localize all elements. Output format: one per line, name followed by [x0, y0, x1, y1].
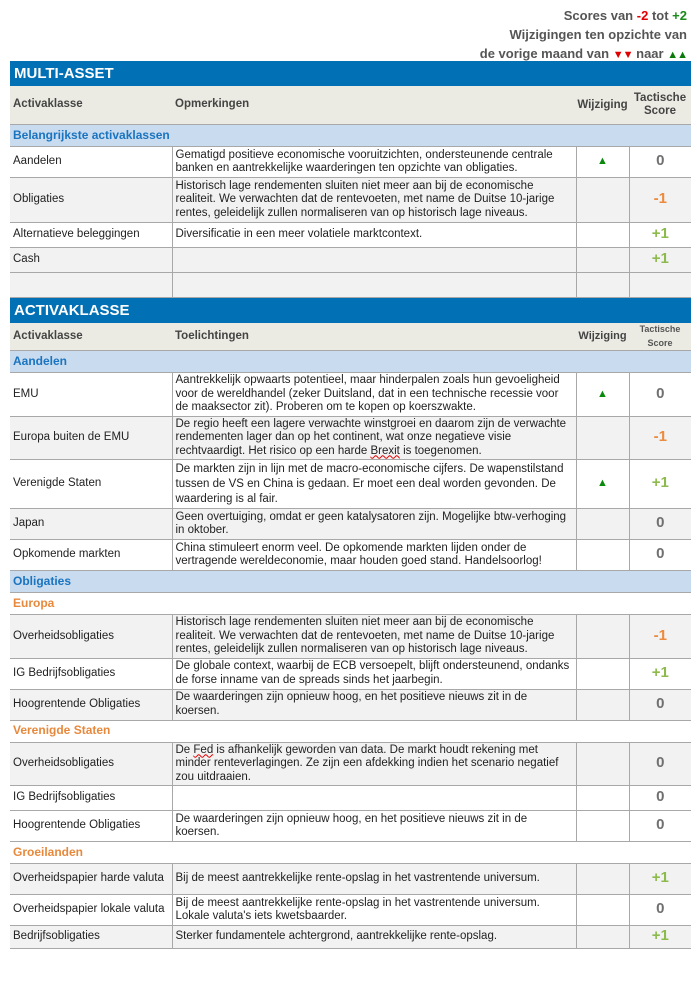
- change-cell: [576, 273, 629, 298]
- table-row: [10, 223, 691, 248]
- change-cell: [576, 895, 629, 926]
- category-row: [10, 351, 691, 373]
- asset-name: Bedrijfsobligaties: [10, 926, 172, 949]
- asset-comment: De waarderingen zijn opnieuw hoog, en het positieve nieuws zit in de koersen.: [172, 811, 576, 842]
- tactical-score: 0: [656, 545, 665, 563]
- asset-name: Japan: [10, 509, 172, 540]
- table-row: [10, 689, 691, 720]
- table-row: [10, 509, 691, 540]
- double-arrow-down-icon: ▼▼: [612, 49, 633, 61]
- asset-name: Overheidsobligaties: [10, 615, 172, 659]
- category-row: [10, 125, 691, 147]
- table-row: [10, 615, 691, 659]
- header-activaklasse: Activaklasse: [10, 86, 172, 125]
- tactical-score: 0: [656, 384, 665, 402]
- change-cell: [576, 223, 629, 248]
- activaklasse-section: [10, 298, 691, 949]
- tactical-score: 0: [656, 900, 665, 918]
- asset-comment: Bij de meest aantrekkelijke rente-opslag in het vastrentende universum.: [172, 864, 576, 895]
- header-activaklasse: Activaklasse: [10, 323, 172, 351]
- change-cell: [576, 926, 629, 949]
- legend-text: de vorige maand van: [479, 46, 610, 61]
- category-label: Aandelen: [10, 351, 691, 373]
- asset-name: Europa buiten de EMU: [10, 416, 172, 460]
- asset-name: IG Bedrijfsobligaties: [10, 786, 172, 811]
- tactical-score: 0: [656, 152, 665, 170]
- multi-asset-table: [10, 86, 691, 298]
- subcategory-label: Groeilanden: [10, 842, 691, 864]
- comment-text: De: [175, 743, 194, 756]
- change-cell: [576, 742, 629, 786]
- asset-comment: [172, 416, 576, 460]
- tactical-score: 0: [656, 754, 665, 771]
- change-cell: [576, 615, 629, 659]
- table-row: [10, 786, 691, 811]
- table-row: [10, 742, 691, 786]
- asset-comment: [172, 742, 576, 786]
- category-label: Belangrijkste activaklassen: [10, 125, 691, 147]
- asset-comment: Bij de meest aantrekkelijke rente-opslag in het vastrentende universum. Lokale valuta's iets kwetsbaarder.: [172, 895, 576, 926]
- asset-comment: De globale context, waarbij de ECB versoepelt, blijft ondersteunend, ondanks de forse inname van de spreads sinds het jaarbegin.: [172, 658, 576, 689]
- table-row: [10, 864, 691, 895]
- asset-comment: Historisch lage rendementen sluiten niet meer aan bij de economische realiteit. We verwachten dat de rentevoeten, met name de Duitse 10-jarige rentes, geleidelijk zullen normaliseren van op historisch lage niveaus.: [172, 615, 576, 659]
- asset-name: Verenigde Staten: [10, 460, 172, 509]
- asset-comment: China stimuleert enorm veel. De opkomende markten lijden onder de vertragende wereldeconomie, maar houden goed stand. Handelsoorlog!: [172, 540, 576, 571]
- tactical-score: 0: [656, 788, 665, 806]
- asset-name: EMU: [10, 373, 172, 417]
- section-banner: MULTI-ASSET: [10, 61, 691, 86]
- tactical-score: +1: [651, 927, 669, 945]
- comment-text: De regio heeft een lagere verwachte winstgroei en daarom zijn de verwachte rendementen lager dan op het continent, wat onze negatieve visie rechtvaardigt. Het risico op een harde: [175, 417, 567, 457]
- subcategory-row: [10, 593, 691, 615]
- asset-comment: Aantrekkelijk opwaarts potentieel, maar hinderpalen zoals hun gevoeligheid voor de wereldhandel (zeker Duitsland, dat in een technische recessie voor de maaksector zit). Proberen om te kopen op koerszwakte.: [172, 373, 576, 417]
- header-toelichtingen: Toelichtingen: [172, 323, 576, 351]
- header-opmerkingen: Opmerkingen: [172, 86, 576, 125]
- asset-comment: De waarderingen zijn opnieuw hoog, en het positieve nieuws zit in de koersen.: [172, 689, 576, 720]
- legend-max-score: +2: [672, 8, 687, 23]
- tactical-score: -1: [653, 626, 667, 644]
- asset-name: Hoogrentende Obligaties: [10, 811, 172, 842]
- asset-comment: Diversificatie in een meer volatiele marktcontext.: [172, 223, 576, 248]
- spellcheck-marked-word: Brexit: [370, 444, 400, 457]
- asset-name: [10, 273, 172, 298]
- change-cell: [576, 864, 629, 895]
- legend-min-score: -2: [636, 8, 649, 23]
- asset-comment: [172, 248, 576, 273]
- tactical-score: 0: [656, 816, 665, 834]
- tactical-score: [629, 273, 691, 298]
- change-cell: [576, 178, 629, 223]
- asset-name: Obligaties: [10, 178, 172, 223]
- change-cell: [576, 786, 629, 811]
- tactical-score: +1: [651, 225, 669, 243]
- asset-comment: Historisch lage rendementen sluiten niet meer aan bij de economische realiteit. We verwachten dat de rentevoeten, met name de Duitse 10-jarige rentes, geleidelijk zullen normaliseren van op historisch lage niveaus.: [172, 178, 576, 223]
- double-arrow-up-icon: ▲▲: [667, 49, 687, 61]
- category-row: [10, 571, 691, 593]
- subcategory-label: Verenigde Staten: [10, 720, 691, 742]
- tactical-score: +1: [651, 474, 669, 492]
- arrow-up-icon: ▲: [597, 387, 608, 400]
- asset-name: Overheidspapier harde valuta: [10, 864, 172, 895]
- asset-name: Cash: [10, 248, 172, 273]
- arrow-up-icon: ▲: [597, 477, 608, 490]
- tactical-score: 0: [656, 514, 665, 532]
- legend-text: Scores van: [563, 8, 634, 23]
- activaklasse-table: [10, 323, 691, 949]
- change-cell: [576, 811, 629, 842]
- spellcheck-marked-word: Fed: [193, 743, 214, 756]
- asset-name: Overheidspapier lokale valuta: [10, 895, 172, 926]
- change-cell: [576, 689, 629, 720]
- arrow-up-icon: ▲: [597, 155, 608, 168]
- tactical-score: +1: [651, 869, 669, 887]
- comment-text: is afhankelijk geworden van data. De markt houdt rekening met minder renteverlagingen. Ze zijn een afdekking indien het scenario negatief zou uitdraaien.: [175, 743, 559, 783]
- table-row: [10, 926, 691, 949]
- table-row: [10, 373, 691, 417]
- change-cell: [576, 540, 629, 571]
- table-row: [10, 460, 691, 509]
- table-row: [10, 416, 691, 460]
- subcategory-row: [10, 842, 691, 864]
- asset-name: Alternatieve beleggingen: [10, 223, 172, 248]
- table-header: [10, 86, 691, 125]
- table-row-empty: [10, 273, 691, 298]
- tactical-score: -1: [653, 428, 667, 445]
- asset-name: IG Bedrijfsobligaties: [10, 658, 172, 689]
- asset-comment: Geen overtuiging, omdat er geen katalysatoren zijn. Mogelijke btw-verhoging in oktober.: [172, 509, 576, 540]
- header-wijziging: Wijziging: [576, 323, 629, 351]
- change-cell: [576, 509, 629, 540]
- asset-comment: [172, 273, 576, 298]
- tactical-score: +1: [651, 250, 669, 268]
- tactical-score: 0: [656, 694, 665, 712]
- subcategory-row: [10, 720, 691, 742]
- header-wijziging: Wijziging: [576, 86, 629, 125]
- table-row: [10, 248, 691, 273]
- asset-name: Overheidsobligaties: [10, 742, 172, 786]
- change-cell: [576, 658, 629, 689]
- table-row: [10, 178, 691, 223]
- multi-asset-section: [10, 61, 691, 298]
- asset-comment: De markten zijn in lijn met de macro-economische cijfers. De wapenstilstand tussen de VS en China is gedaan. Er moet een deal worden gevonden. De waardering is al fair.: [172, 460, 576, 509]
- change-cell: [576, 416, 629, 460]
- asset-name: Aandelen: [10, 147, 172, 178]
- asset-comment: [172, 786, 576, 811]
- table-row: [10, 658, 691, 689]
- legend-text: tot: [651, 8, 669, 23]
- legend-line-1: [480, 6, 687, 25]
- table-row: [10, 895, 691, 926]
- score-legend: [480, 6, 687, 65]
- table-header: [10, 323, 691, 351]
- tactical-score: -1: [653, 190, 667, 208]
- asset-comment: Sterker fundamentele achtergrond, aantrekkelijke rente-opslag.: [172, 926, 576, 949]
- comment-text: is toegenomen.: [399, 444, 482, 457]
- category-label: Obligaties: [10, 571, 691, 593]
- asset-comment: Gematigd positieve economische vooruitzichten, ondersteunende centrale banken en aantrekkelijke waarderingen ten opzichte van obligaties.: [172, 147, 576, 178]
- asset-name: Opkomende markten: [10, 540, 172, 571]
- header-tactische-score: Tactische Score: [639, 324, 681, 348]
- legend-text: naar: [636, 46, 664, 61]
- header-tactische-score: Tactische Score: [629, 86, 691, 125]
- table-row: [10, 147, 691, 178]
- subcategory-label: Europa: [10, 593, 691, 615]
- asset-name: Hoogrentende Obligaties: [10, 689, 172, 720]
- tactical-score: +1: [651, 663, 669, 681]
- table-row: [10, 811, 691, 842]
- change-cell: [576, 248, 629, 273]
- legend-line-2: Wijzigingen ten opzichte van: [509, 27, 687, 42]
- table-row: [10, 540, 691, 571]
- section-banner: ACTIVAKLASSE: [10, 298, 691, 323]
